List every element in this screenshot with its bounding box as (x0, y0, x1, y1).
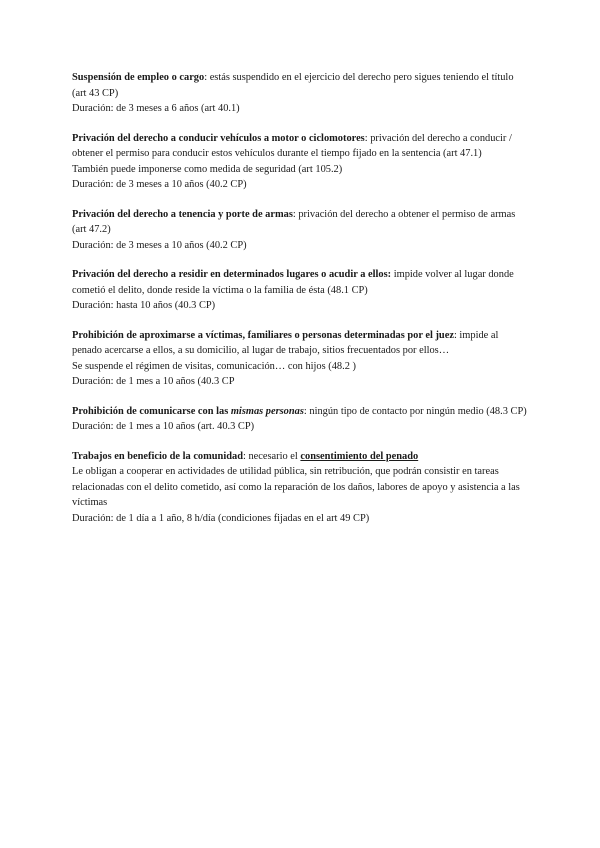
section-privacion-residir (72, 267, 530, 314)
duration-line: Duración: de 3 meses a 10 años (40.2 CP) (72, 179, 247, 190)
note-line: También puede imponerse como medida de seguridad (art 105.2) (72, 163, 343, 175)
section-trabajos-comunidad (72, 449, 530, 527)
section-intro (72, 131, 530, 162)
duration-line: Duración: de 1 día a 1 año, 8 h/día (condiciones fijadas en el art 49 CP) (72, 512, 370, 524)
section-title: Suspensión de empleo o cargo (72, 72, 205, 83)
duration-line: Duración: hasta 10 años (40.3 CP) (72, 300, 216, 311)
section-privacion-conducir (72, 131, 530, 193)
section-title: Privación del derecho a conducir vehículos a motor o ciclomotores (72, 132, 365, 144)
section-title-text: Prohibición de comunicarse con las (72, 405, 231, 417)
consent-emphasis: consentimiento del penado (300, 450, 419, 462)
section-description: : privación del derecho a conducir / obtener el permiso para conducir estos vehículos durante el tiempo fijado en la sentencia (art 47.1) (72, 132, 512, 159)
section-description: : privación del derecho a obtener el permiso de armas (art 47.2) (72, 208, 516, 235)
section-privacion-armas (72, 207, 530, 254)
section-title: Privación del derecho a residir en determinados lugares o acudir a ellos: (72, 269, 392, 280)
section-intro (72, 267, 530, 298)
duration-line: Duración: de 1 mes a 10 años (art. 40.3 CP) (72, 421, 255, 432)
section-title: Privación del derecho a tenencia y porte de armas (72, 208, 293, 220)
section-title-emphasis: mismas personas (230, 405, 304, 417)
section-prohibicion-aproximarse (72, 328, 530, 390)
section-intro (72, 70, 530, 101)
section-intro (72, 449, 530, 465)
section-intro (72, 207, 530, 238)
note-line: Se suspende el régimen de visitas, comunicación… con hijos (48.2 ) (72, 360, 356, 372)
body-line: Le obligan a cooperar en actividades de utilidad pública, sin retribución, que podrán consistir en tareas relacionadas con el delito cometido, así como la reparación de los daños, labores de apoyo y asistencia a las víctimas (72, 466, 520, 508)
section-title-text: Prohibición de aproximarse a víctimas, familiares o personas determinadas por el juez (72, 329, 454, 341)
section-title: Trabajos en beneficio de la comunidad (72, 450, 243, 462)
section-title (72, 406, 304, 417)
section-prohibicion-comunicarse (72, 404, 530, 435)
duration-line: Duración: de 1 mes a 10 años (40.3 CP (72, 376, 235, 387)
duration-line: Duración: de 3 meses a 10 años (40.2 CP) (72, 239, 247, 251)
section-intro (72, 404, 530, 420)
section-description: : necesario el (242, 450, 301, 462)
section-title (72, 330, 454, 341)
section-description: : impide al penado acercarse a ellos, a su domicilio, al lugar de trabajo, sitios frecuentados por ellos… (72, 329, 499, 356)
section-description: impide volver al lugar donde cometió el delito, donde reside la víctima o la familia de ésta (48.1 CP) (72, 269, 514, 296)
duration-line: Duración: de 3 meses a 6 años (art 40.1) (72, 103, 240, 114)
section-suspension-empleo (72, 70, 530, 117)
section-intro (72, 328, 530, 359)
section-description: : ningún tipo de contacto por ningún medio (48.3 CP) (303, 405, 527, 417)
section-description: : estás suspendido en el ejercicio del derecho pero sigues teniendo el título (art 43 CP) (72, 72, 514, 99)
